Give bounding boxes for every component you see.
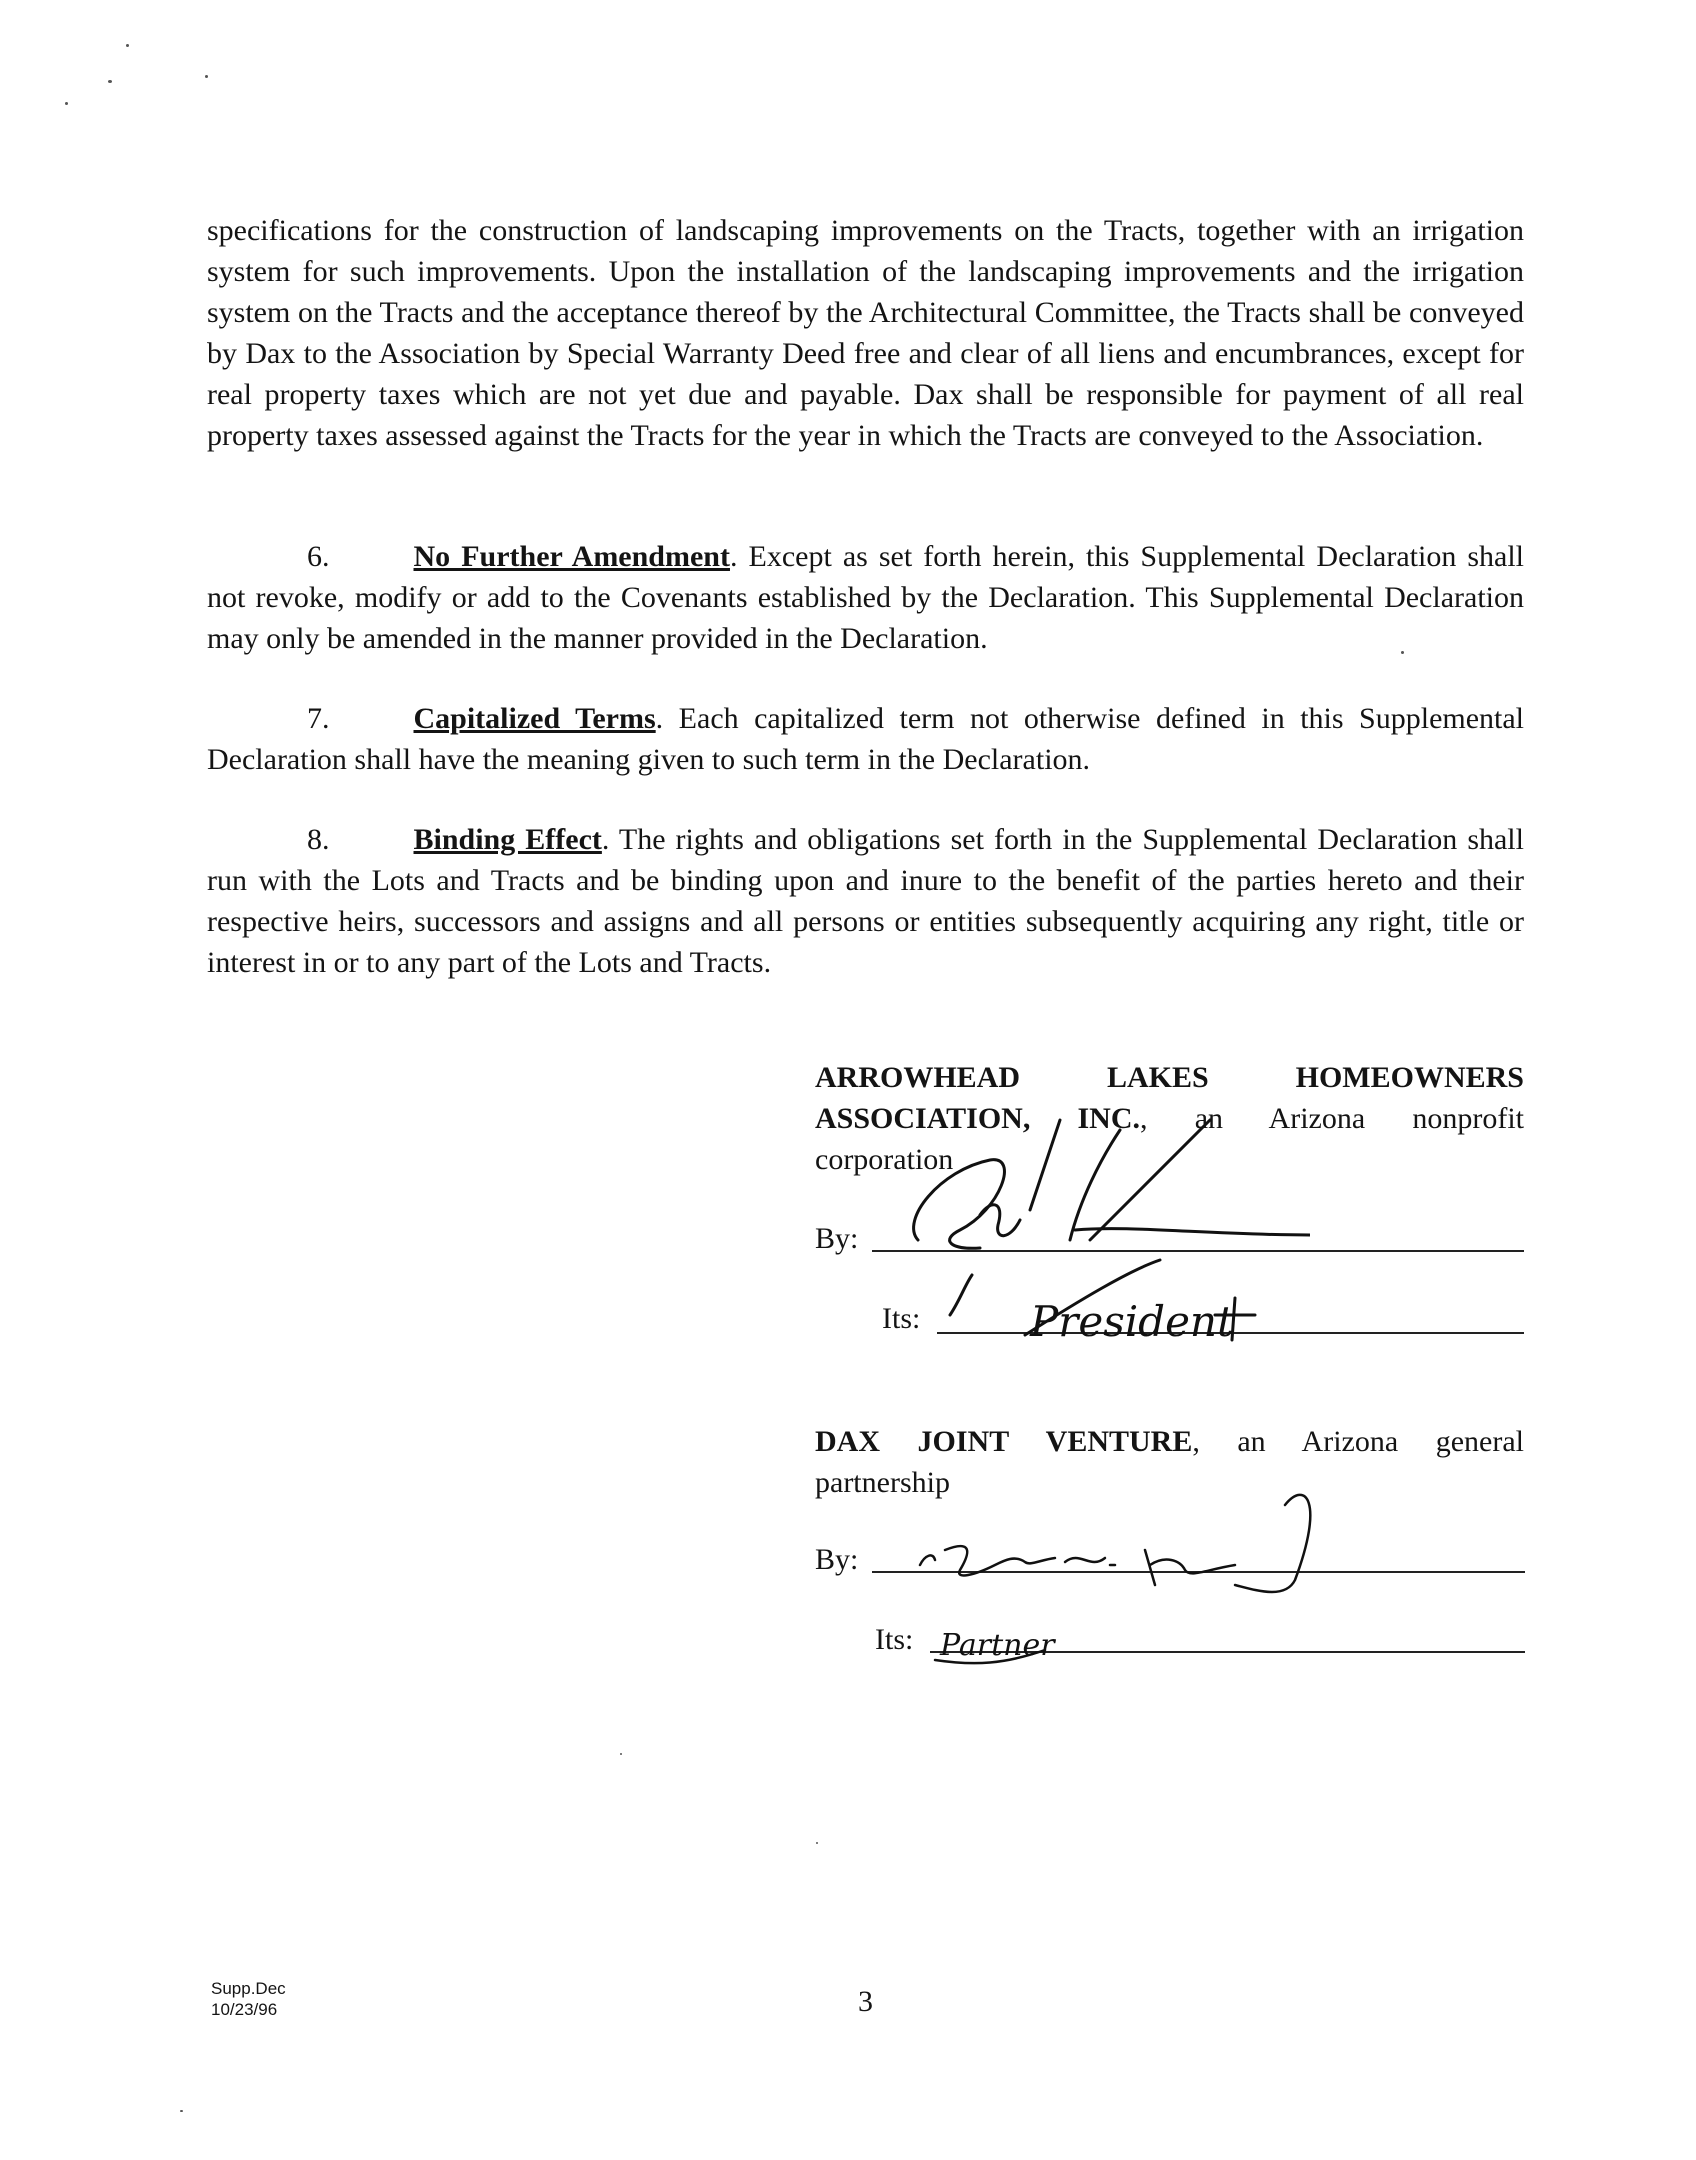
by-label: By: xyxy=(815,1222,859,1255)
section-number: 6. xyxy=(307,540,330,573)
section-heading: Capitalized Terms xyxy=(413,702,656,735)
section-8: 8. Binding Effect. The rights and obligations set forth in the Supplemental Declaration shall run with the Lots and Tracts and be binding upon and inure to the benefit of the parties hereto and their respective heirs, successors and assigns and all persons or entities subsequently acquiring any right, title or interest in or to any part of the Lots and Tracts. xyxy=(207,823,1524,979)
section-7: 7. Capitalized Terms. Each capitalized term not otherwise defined in this Supplemental Declaration shall have the meaning given to such term in the Declaration. xyxy=(207,702,1525,776)
section-heading: Binding Effect xyxy=(413,823,602,856)
scan-speck xyxy=(108,80,112,83)
scan-speck xyxy=(205,75,208,78)
section-number: 7. xyxy=(307,702,330,735)
page-number: 3 xyxy=(858,1985,873,2018)
footer-date: 10/23/96 xyxy=(211,2000,278,2019)
intro-paragraph: specifications for the construction of landscaping improvements on the Tracts, together with an irrigation system for such improvements. Upon the installation of the landscaping improvements and the irrigation system on the Tracts and the acceptance thereof by the Architectural Committee, the Tracts shall be conveyed by Dax to the Association by Special Warranty Deed free and clear of all liens and encumbrances, except for real property taxes which are not yet due and payable. Dax shall be responsible for payment of all real property taxes assessed against the Tracts for the year in which the Tracts are conveyed to the Association. xyxy=(207,214,1524,452)
its-label: Its: xyxy=(875,1623,914,1656)
scan-speck xyxy=(816,1842,818,1844)
signatory-name-line2: ASSOCIATION, INC., an Arizona nonprofit xyxy=(815,1102,1525,1135)
section-heading: No Further Amendment xyxy=(413,540,730,573)
scan-speck xyxy=(65,102,68,105)
scan-speck xyxy=(180,2110,183,2112)
signatory-description: corporation xyxy=(815,1143,954,1176)
signatory-name-line1: ARROWHEAD LAKES HOMEOWNERS xyxy=(815,1061,1524,1094)
footer-code: Supp.Dec xyxy=(211,1979,286,1998)
by-label: By: xyxy=(815,1543,859,1576)
section-body: The rights and obligations set forth in the Supplemental Declaration shall run with the Lots and Tracts and be binding upon and inure to the benefit of the parties hereto and their respective heirs, successors and assigns and all persons or entities subsequently acquiring any right, title or interest in or to any part of the Lots and Tracts. xyxy=(207,823,1524,979)
signatory-name-line1: DAX JOINT VENTURE, an Arizona general xyxy=(815,1425,1524,1458)
footer-document-code xyxy=(211,1978,286,2020)
section-body: Except as set forth herein, this Supplemental Declaration shall not revoke, modify or add to the Covenants established by the Declaration. This Supplemental Declaration may only be amended in the manner provided in the Declaration. xyxy=(207,540,1525,655)
section-number: 8. xyxy=(307,823,330,856)
handwritten-its-value: President xyxy=(1030,1297,1234,1346)
handwritten-its-value: Partner xyxy=(940,1628,1055,1663)
handwritten-signature-partner xyxy=(905,1470,1335,1670)
scan-speck xyxy=(126,44,129,47)
handwritten-signature-president xyxy=(880,1100,1310,1350)
its-label: Its: xyxy=(882,1302,921,1335)
section-body: Each capitalized term not otherwise defined in this Supplemental Declaration shall have the meaning given to such term in the Declaration. xyxy=(207,702,1525,776)
scan-speck xyxy=(620,1753,622,1755)
signatory-description: partnership xyxy=(815,1466,950,1499)
section-6: 6. No Further Amendment. Except as set forth herein, this Supplemental Declaration shall not revoke, modify or add to the Covenants established by the Declaration. This Supplemental Declaration may only be amended in the manner provided in the Declaration. xyxy=(207,540,1525,655)
